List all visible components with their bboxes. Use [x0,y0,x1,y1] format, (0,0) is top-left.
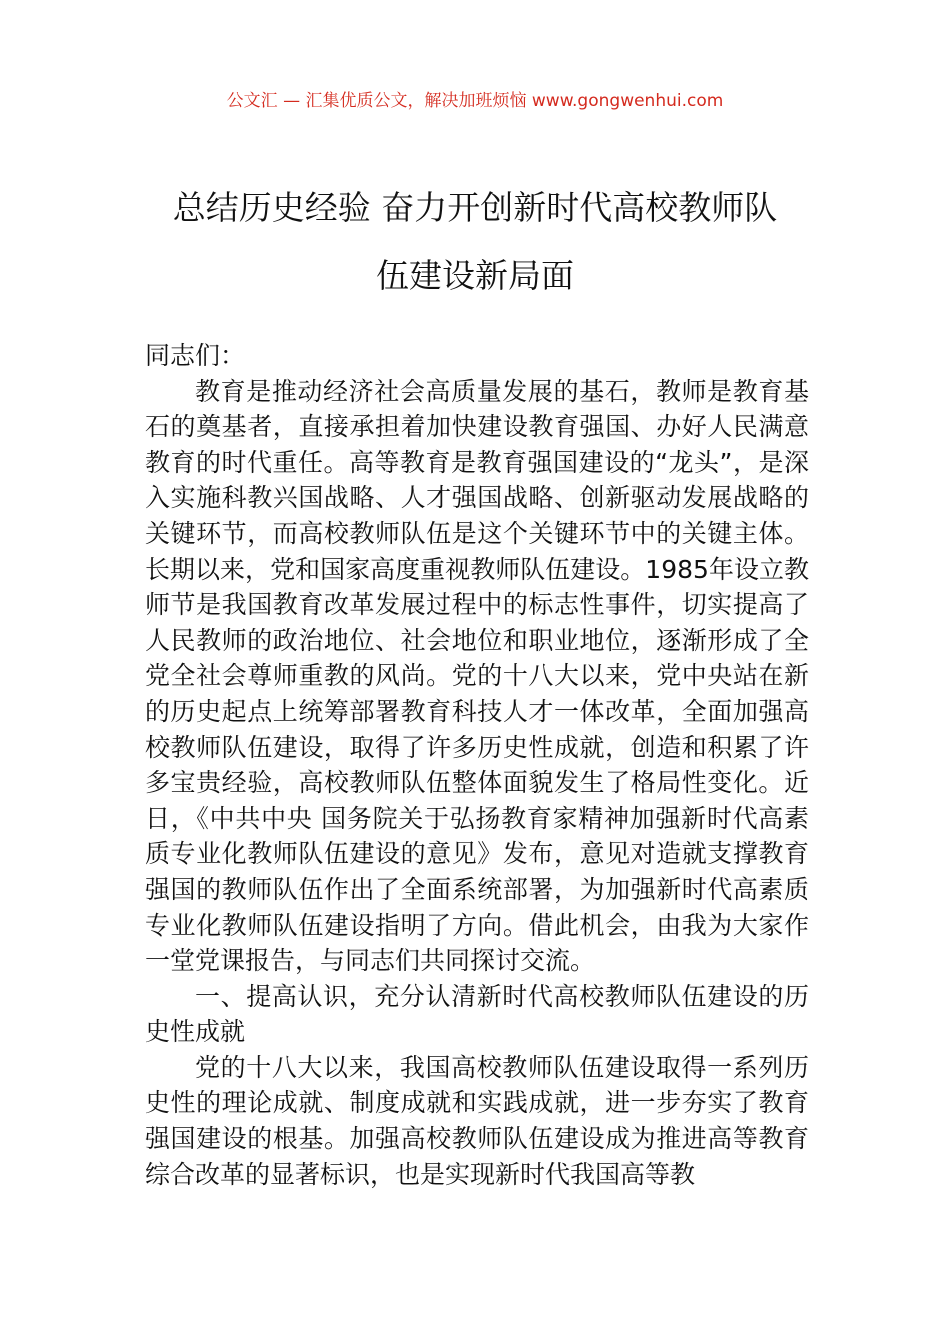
document-title-line-1: 总结历史经验 奋力开创新时代高校教师队 [172,188,778,227]
paragraph-section-1: 党的十八大以来，我国高校教师队伍建设取得一系列历史性的理论成就、制度成就和实践成就，进一步夯实了教育强国建设的根基。加强高校教师队伍建设成为推进高等教育综合改革的显著标识，也是实现新时代我国高等教 [145,1052,809,1189]
greeting: 同志们： [145,341,246,370]
document-body [145,338,809,1192]
section-heading-1: 一、提高认识，充分认清新时代高校教师队伍建设的历史性成就 [145,981,809,1047]
document-title-line-2: 伍建设新局面 [376,256,574,295]
site-banner: 公文汇 — 汇集优质公文，解决加班烦恼 www.gongwenhui.com [226,91,724,111]
paragraph-intro: 教育是推动经济社会高质量发展的基石，教师是教育基石的奠基者，直接承担着加快建设教育强国、办好人民满意教育的时代重任。高等教育是教育强国建设的“龙头”，是深入实施科教兴国战略、人才强国战略、创新驱动发展战略的关键环节，而高校教师队伍是这个关键环节中的关键主体。长期以来，党和国家高度重视教师队伍建设。1985年设立教师节是我国教育改革发展过程中的标志性事件，切实提高了人民教师的政治地位、社会地位和职业地位，逐渐形成了全党全社会尊师重教的风尚。党的十八大以来，党中央站在新的历史起点上统筹部署教育科技人才一体改革，全面加强高校教师队伍建设，取得了许多历史性成就，创造和积累了许多宝贵经验，高校教师队伍整体面貌发生了格局性变化。近日，《中共中央 国务院关于弘扬教育家精神加强新时代高素质专业化教师队伍建设的意见》发布，意见对造就支撑教育强国的教师队伍作出了全面系统部署，为加强新时代高素质专业化教师队伍建设指明了方向。借此机会，由我为大家作一堂党课报告，与同志们共同探讨交流。 [145,376,809,976]
